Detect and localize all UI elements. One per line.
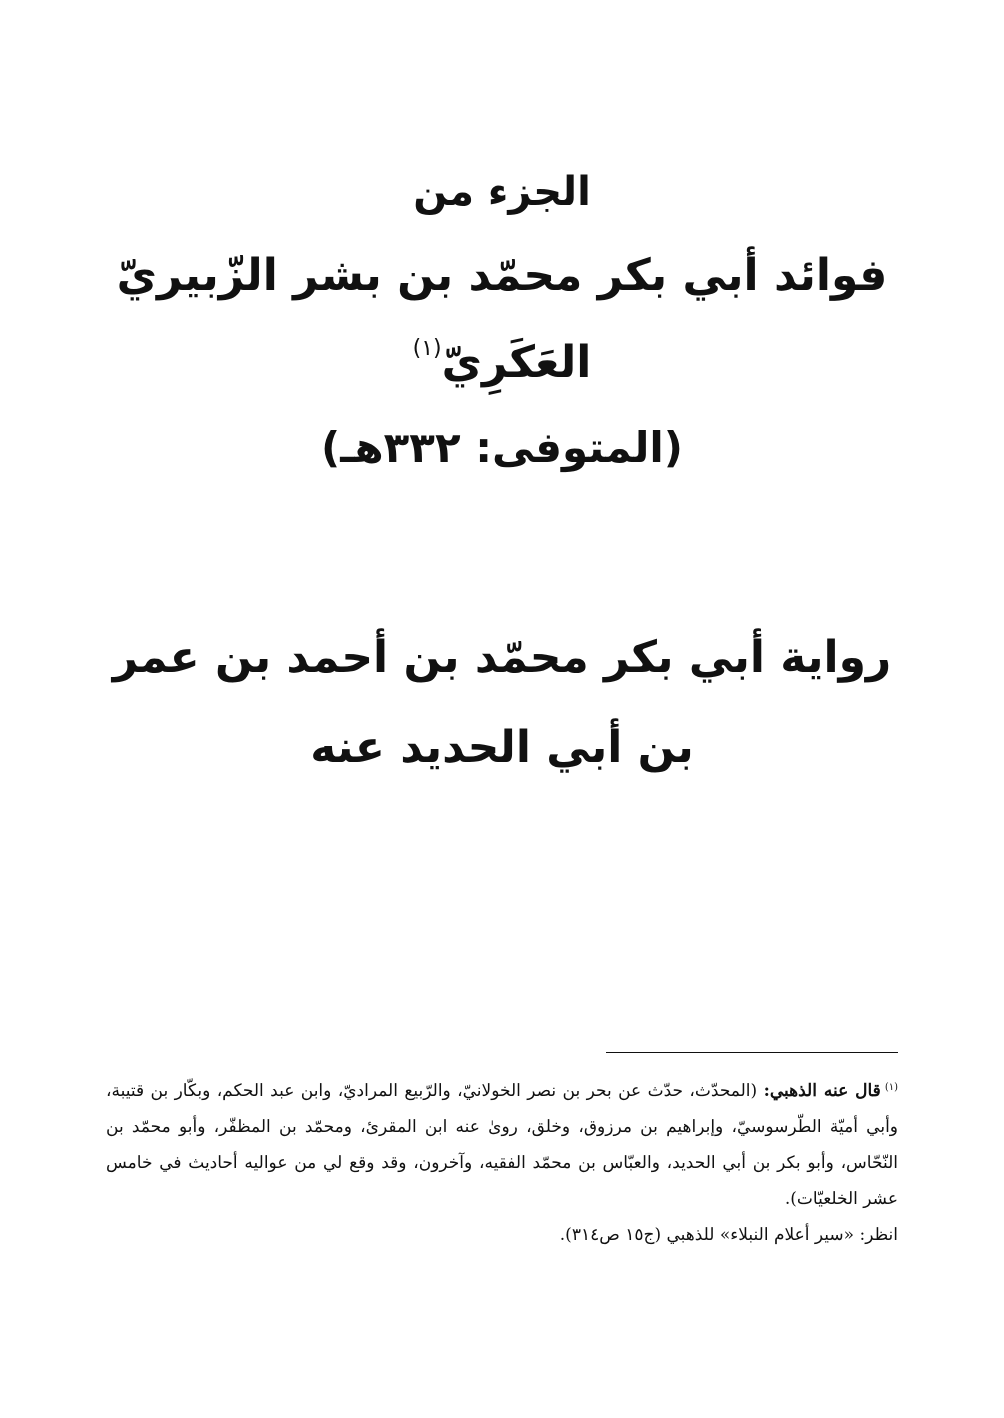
footnote-source: انظر: «سير أعلام النبلاء» للذهبي (ج١٥ ص٣١٤).: [559, 1225, 898, 1245]
footnote-lead: قال عنه الذهبي:: [763, 1081, 881, 1101]
title-line-2: فوائد أبي بكر محمّد بن بشر الزّبيريّ: [116, 250, 888, 301]
title-line-3: [0, 336, 1004, 388]
riwaya-line-1: رواية أبي بكر محمّد بن أحمد بن عمر: [112, 632, 892, 683]
footnote-reference[interactable]: (١): [412, 336, 442, 361]
death-date: (المتوفى: ٣٣٢هـ): [321, 423, 683, 472]
footnote-marker: (١): [884, 1082, 899, 1093]
title-block: [0, 169, 1004, 472]
riwaya-line-2: بن أبي الحديد عنه: [310, 722, 694, 773]
footnote-1: [106, 1070, 898, 1217]
footnote-text: (المحدّث، حدّث عن بحر بن نصر الخولانيّ، والرّبيع المراديّ، وابن عبد الحكم، وبكّار بن قتيبة، وأبي أميّة الطّرسوسيّ، وإبراهيم بن مرزوق، وخلق، روىٰ عنه ابن المقرئ، ومحمّد بن المظفّر، وأبو محمّد بن النّحّاس، وأبو بكر بن أبي الحديد، والعبّاس بن محمّد الفقيه، وآخرون، وقد وقع لي من عواليه أحاديث في خامس عشر الخلعيّات).: [106, 1081, 898, 1209]
title-line-1: الجزء من: [413, 169, 591, 215]
footnotes: [106, 1070, 898, 1253]
riwaya-block: [0, 632, 1004, 773]
title-line-3-text: العَكَرِيّ: [441, 337, 592, 388]
footnote-separator: [606, 1052, 898, 1053]
